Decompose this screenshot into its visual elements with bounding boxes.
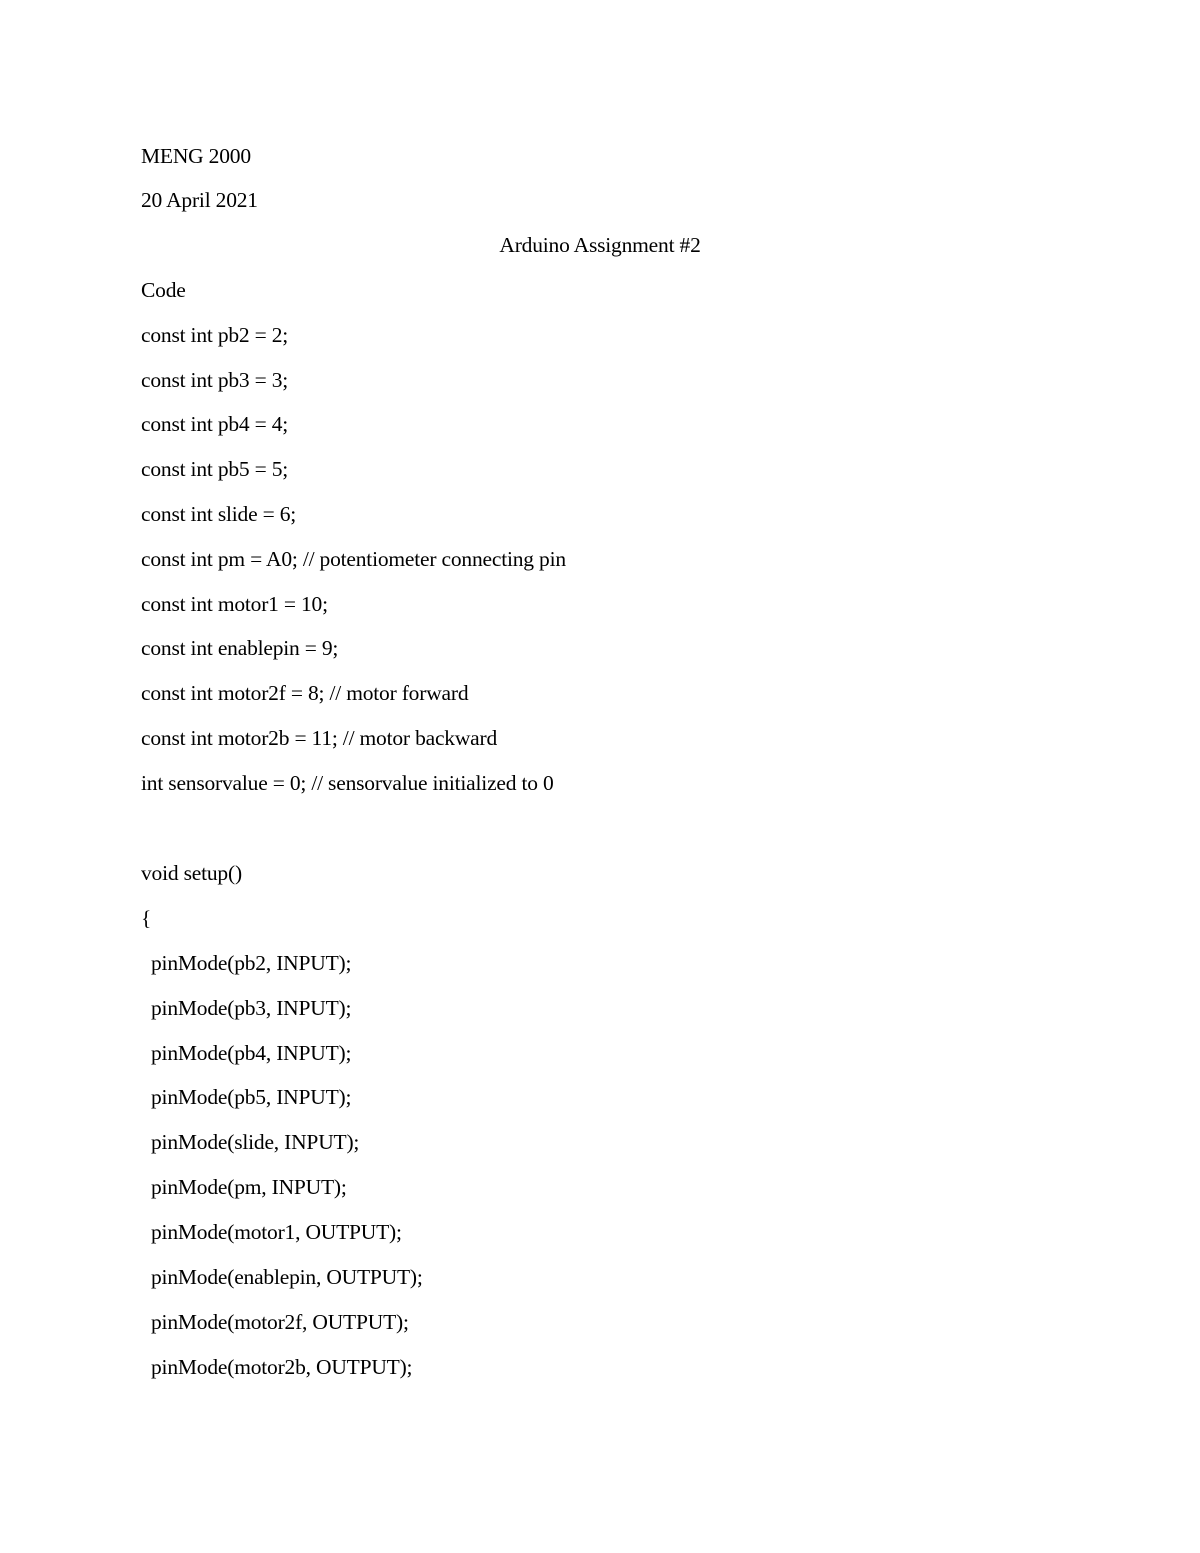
code-line-declaration: const int pb4 = 4; [141,412,289,436]
code-line-declaration: const int motor1 = 10; [141,592,328,616]
code-line-declaration: const int enablepin = 9; [141,636,339,660]
code-line-declaration: const int motor2b = 11; // motor backward [141,726,498,750]
code-line-declaration: const int pb3 = 3; [141,368,289,392]
setup-body-line: pinMode(motor2b, OUTPUT); [151,1355,413,1379]
document-date: 20 April 2021 [141,188,258,212]
code-line-declaration: const int motor2f = 8; // motor forward [141,681,469,705]
code-line-declaration: const int slide = 6; [141,502,297,526]
setup-body-line: pinMode(enablepin, OUTPUT); [151,1265,423,1289]
setup-body-line: pinMode(pb5, INPUT); [151,1085,352,1109]
setup-body-line: pinMode(slide, INPUT); [151,1130,360,1154]
code-line-declaration: int sensorvalue = 0; // sensorvalue initialized to 0 [141,771,554,795]
setup-body-line: pinMode(motor1, OUTPUT); [151,1220,402,1244]
setup-body-line: pinMode(pb2, INPUT); [151,951,352,975]
setup-open-brace: { [141,906,152,930]
setup-function-signature: void setup() [141,861,242,885]
course-code: MENG 2000 [141,144,251,168]
setup-body-line: pinMode(motor2f, OUTPUT); [151,1310,409,1334]
code-line-declaration: const int pb2 = 2; [141,323,289,347]
code-line-declaration: const int pm = A0; // potentiometer connecting pin [141,547,566,571]
setup-body-line: pinMode(pb3, INPUT); [151,996,352,1020]
setup-body-line: pinMode(pm, INPUT); [151,1175,347,1199]
code-line-declaration: const int pb5 = 5; [141,457,289,481]
setup-body-line: pinMode(pb4, INPUT); [151,1041,352,1065]
document-title: Arduino Assignment #2 [499,233,701,257]
section-heading-code: Code [141,278,186,302]
